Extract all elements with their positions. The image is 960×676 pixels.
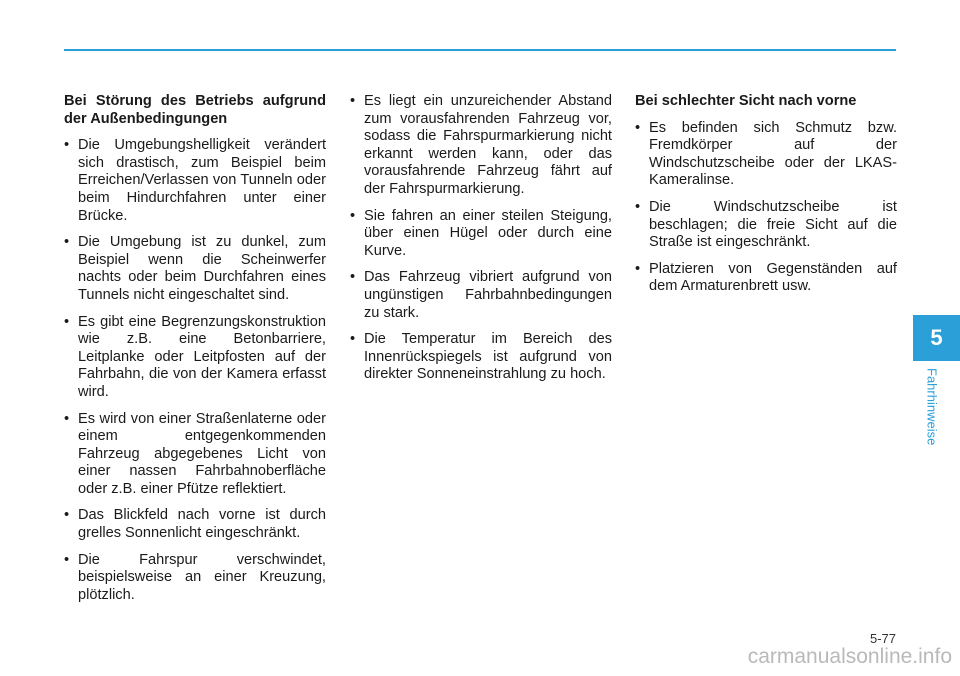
- list-item: • Die Umgebungshelligkeit verändert sich drastisch, zum Beispiel beim Erreichen/Verlassen von Tunneln oder beim Hindurchfahren unter einer Brücke.: [64, 137, 326, 225]
- list-item: • Die Umgebung ist zu dunkel, zum Beispiel wenn die Scheinwerfer nachts oder beim Durchfahren eines Tunnels nicht eingeschaltet sind.: [64, 234, 326, 304]
- column-3: [635, 93, 897, 305]
- page-number: 5-77: [869, 631, 896, 646]
- list-item: • Es liegt ein unzureichender Abstand zum vorausfahrenden Fahrzeug vor, sodass die Fahrspurmarkierung nicht erkannt werden kann, oder das vorausfahrende Fahrzeug fährt auf der Fahrspurmarkierung.: [350, 93, 612, 199]
- chapter-label: Fahrhinweise: [924, 368, 940, 446]
- list-item: • Die Windschutzscheibe ist beschlagen; die freie Sicht auf die Straße ist eingeschränkt.: [635, 199, 897, 252]
- list-item: • Das Fahrzeug vibriert aufgrund von ungünstigen Fahrbahnbedingungen zu stark.: [350, 269, 612, 322]
- bullet-list: [635, 120, 897, 296]
- bullet-list: [350, 93, 612, 384]
- top-rule: [64, 49, 896, 51]
- column-1: [64, 93, 326, 613]
- list-item: • Es wird von einer Straßenlaterne oder einem entgegenkommenden Fahrzeug abgegebenes Licht von einer nassen Fahrbahnoberfläche oder z.B. einer Pfütze reflektiert.: [64, 411, 326, 499]
- section-heading: Bei schlechter Sicht nach vorne: [635, 93, 857, 109]
- watermark: carmanualsonline.info: [747, 645, 952, 668]
- list-item: • Das Blickfeld nach vorne ist durch grelles Sonnenlicht eingeschränkt.: [64, 507, 326, 542]
- bullet-list: [64, 137, 326, 604]
- column-2: [350, 93, 612, 393]
- list-item: • Platzieren von Gegenständen auf dem Armaturenbrett usw.: [635, 261, 897, 296]
- section-heading: Bei Störung des Betriebs aufgrund der Außenbedingungen: [64, 93, 326, 127]
- list-item: • Es gibt eine Begrenzungskonstruktion wie z.B. eine Betonbarriere, Leitplanke oder Leitpfosten auf der Fahrbahn, die von der Kamera erfasst wird.: [64, 314, 326, 402]
- list-item: • Die Temperatur im Bereich des Innenrückspiegels ist aufgrund von direkter Sonneneinstrahlung zu hoch.: [350, 331, 612, 384]
- list-item: • Es befinden sich Schmutz bzw. Fremdkörper auf der Windschutzscheibe oder der LKAS-Kameralinse.: [635, 120, 897, 190]
- list-item: • Die Fahrspur verschwindet, beispielsweise an einer Kreuzung, plötzlich.: [64, 552, 326, 605]
- chapter-number-tab: 5: [913, 315, 960, 361]
- list-item: • Sie fahren an einer steilen Steigung, über einen Hügel oder durch eine Kurve.: [350, 208, 612, 261]
